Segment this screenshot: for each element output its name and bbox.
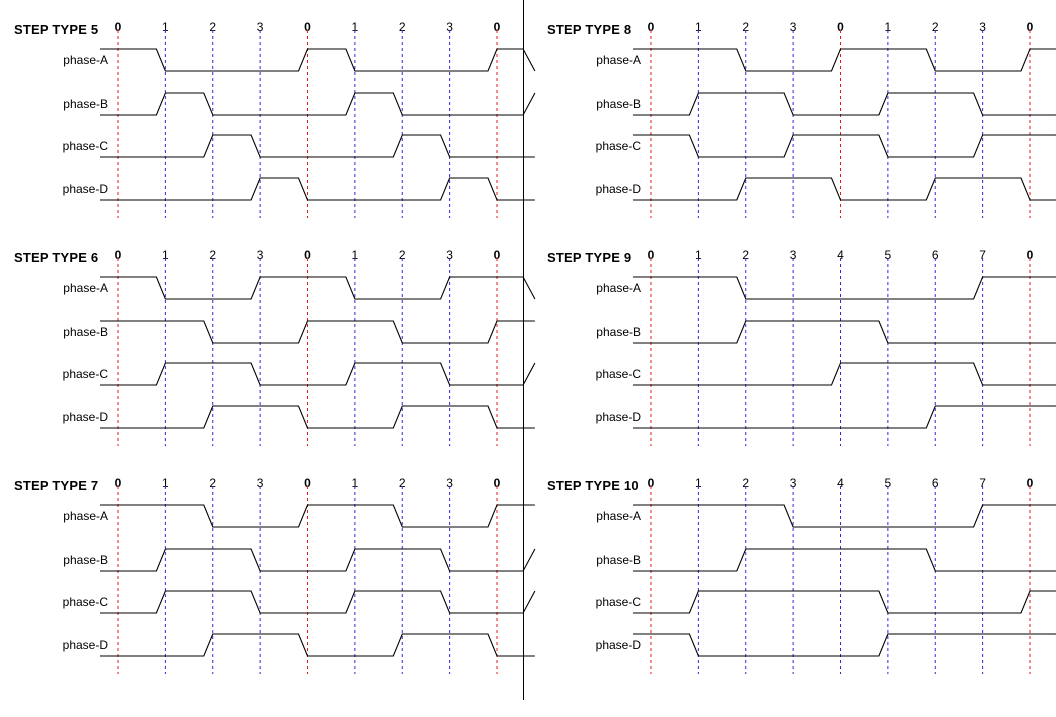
waveform-phase-B [633, 321, 1056, 343]
row-label-phase-D: phase-D [62, 638, 108, 652]
row-label-phase-B: phase-B [596, 553, 641, 567]
waveform-canvas [533, 456, 1033, 684]
tick-label-5: 1 [351, 476, 359, 490]
tick-label-4: 0 [837, 20, 844, 34]
tick-label-1: 1 [695, 248, 702, 262]
tick-label-6: 6 [931, 248, 939, 262]
waveform-phase-B [633, 549, 1056, 571]
tick-label-6: 2 [931, 20, 939, 34]
tick-label-3: 3 [256, 476, 264, 490]
waveform-phase-C [633, 135, 1056, 157]
panel-title: STEP TYPE 10 [547, 478, 639, 493]
tick-label-0: 0 [114, 248, 122, 262]
tick-label-0: 0 [647, 248, 655, 262]
waveform-phase-D [633, 178, 1056, 200]
row-label-phase-D: phase-D [595, 638, 641, 652]
waveform-canvas [0, 0, 500, 228]
panel-title: STEP TYPE 5 [14, 22, 99, 37]
row-label-phase-C: phase-C [62, 595, 108, 609]
tick-label-8: 0 [1026, 20, 1034, 34]
panel-title: STEP TYPE 9 [547, 250, 632, 265]
waveform-phase-A [633, 277, 1056, 299]
tick-label-1: 1 [162, 248, 169, 262]
tick-label-7: 3 [979, 20, 986, 34]
row-label-phase-D: phase-D [62, 410, 108, 424]
row-label-phase-B: phase-B [63, 97, 108, 111]
tick-label-4: 4 [837, 248, 844, 262]
row-label-phase-A: phase-A [596, 509, 641, 523]
tick-label-6: 2 [398, 20, 406, 34]
row-label-phase-B: phase-B [596, 97, 641, 111]
tick-label-5: 1 [351, 248, 359, 262]
row-label-phase-D: phase-D [595, 410, 641, 424]
panel-title: STEP TYPE 6 [14, 250, 99, 265]
tick-label-5: 5 [884, 476, 892, 490]
tick-label-6: 2 [398, 476, 406, 490]
tick-label-4: 4 [837, 476, 844, 490]
tick-label-4: 0 [304, 20, 311, 34]
waveform-phase-A [633, 505, 1056, 527]
row-label-phase-D: phase-D [62, 182, 108, 196]
tick-label-5: 1 [351, 20, 359, 34]
tick-label-2: 2 [742, 248, 750, 262]
row-label-phase-A: phase-A [596, 53, 641, 67]
waveform-phase-C [633, 591, 1056, 613]
waveform-canvas [533, 228, 1033, 456]
tick-label-7: 3 [446, 20, 453, 34]
row-label-phase-A: phase-A [63, 509, 108, 523]
tick-label-7: 7 [979, 248, 986, 262]
tick-label-8: 0 [493, 248, 501, 262]
panel-step-type-6 [0, 228, 500, 456]
row-label-phase-C: phase-C [595, 595, 641, 609]
tick-label-5: 5 [884, 248, 892, 262]
tick-label-5: 1 [884, 20, 892, 34]
tick-label-2: 2 [209, 476, 217, 490]
tick-label-2: 2 [209, 20, 217, 34]
tick-label-4: 0 [304, 248, 311, 262]
panel-title: STEP TYPE 7 [14, 478, 99, 493]
tick-label-7: 3 [446, 248, 453, 262]
row-label-phase-B: phase-B [63, 553, 108, 567]
tick-label-3: 3 [789, 20, 797, 34]
waveform-phase-D [633, 634, 1056, 656]
panel-step-type-8 [533, 0, 1033, 228]
panel-step-type-9 [533, 228, 1033, 456]
tick-label-1: 1 [162, 20, 169, 34]
tick-label-6: 2 [398, 248, 406, 262]
tick-label-2: 2 [742, 20, 750, 34]
tick-label-8: 0 [493, 476, 501, 490]
row-label-phase-C: phase-C [595, 139, 641, 153]
row-label-phase-B: phase-B [63, 325, 108, 339]
tick-label-8: 0 [493, 20, 501, 34]
tick-label-2: 2 [742, 476, 750, 490]
row-label-phase-C: phase-C [595, 367, 641, 381]
tick-label-1: 1 [162, 476, 169, 490]
tick-label-3: 3 [256, 20, 264, 34]
panel-title: STEP TYPE 8 [547, 22, 632, 37]
tick-label-7: 3 [446, 476, 453, 490]
tick-label-4: 0 [304, 476, 311, 490]
tick-label-0: 0 [114, 476, 122, 490]
tick-label-3: 3 [789, 248, 797, 262]
waveform-phase-A [633, 49, 1056, 71]
tick-label-8: 0 [1026, 248, 1034, 262]
row-label-phase-A: phase-A [596, 281, 641, 295]
row-label-phase-B: phase-B [596, 325, 641, 339]
tick-label-0: 0 [114, 20, 122, 34]
row-label-phase-D: phase-D [595, 182, 641, 196]
tick-label-7: 7 [979, 476, 986, 490]
row-label-phase-C: phase-C [62, 139, 108, 153]
waveform-canvas [0, 456, 500, 684]
tick-label-8: 0 [1026, 476, 1034, 490]
panel-step-type-7 [0, 456, 500, 684]
panel-step-type-10 [533, 456, 1033, 684]
tick-label-1: 1 [695, 20, 702, 34]
panel-step-type-5 [0, 0, 500, 228]
tick-label-3: 3 [789, 476, 797, 490]
waveform-canvas [533, 0, 1033, 228]
waveform-phase-C [633, 363, 1056, 385]
row-label-phase-C: phase-C [62, 367, 108, 381]
waveform-canvas [0, 228, 500, 456]
row-label-phase-A: phase-A [63, 281, 108, 295]
tick-label-0: 0 [647, 20, 655, 34]
waveform-phase-B [633, 93, 1056, 115]
tick-label-0: 0 [647, 476, 655, 490]
row-label-phase-A: phase-A [63, 53, 108, 67]
column-divider [523, 0, 524, 700]
tick-label-2: 2 [209, 248, 217, 262]
waveform-phase-D [633, 406, 1056, 428]
tick-label-6: 6 [931, 476, 939, 490]
tick-label-3: 3 [256, 248, 264, 262]
tick-label-1: 1 [695, 476, 702, 490]
